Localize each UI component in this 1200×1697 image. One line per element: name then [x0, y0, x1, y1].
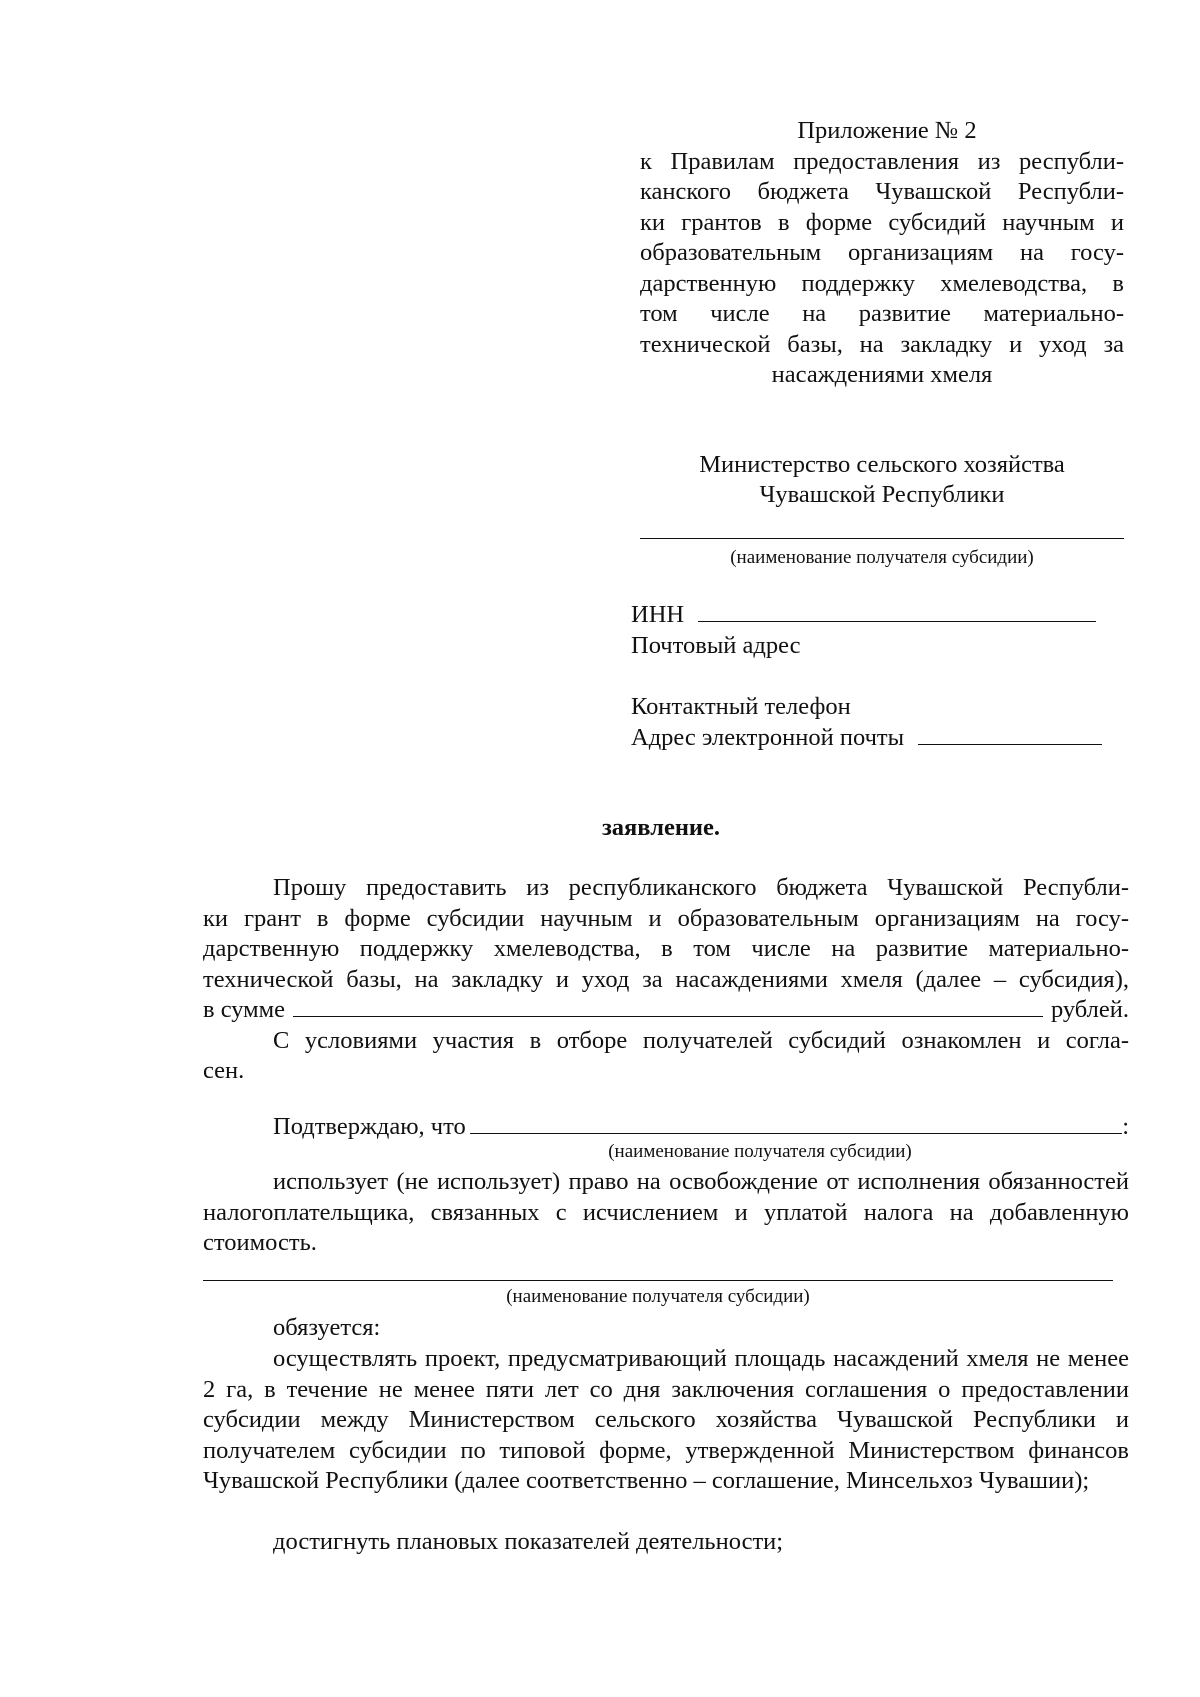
request-line: дарственную поддержку хмелеводства, в том числе на развитие материально-	[203, 935, 1129, 962]
sum-row	[203, 995, 1129, 1026]
addressee-line-1: Министерство сельского хозяйства	[699, 451, 1065, 478]
inn-field[interactable]	[698, 603, 1096, 622]
phone-label: Контактный телефон	[631, 693, 851, 720]
recipient-hint: (наименование получателя субсидии)	[730, 547, 1034, 568]
email-row	[631, 723, 1131, 753]
obligation-hint: (наименование получателя субсидии)	[506, 1286, 810, 1307]
addressee-block	[640, 450, 1124, 510]
conditions-line: С условиями участия в отборе получателей субсидий ознакомлен и согла-	[273, 1026, 1129, 1054]
appendix-header	[640, 116, 1124, 391]
appendix-line: ки грантов в форме субсидий научным и	[640, 208, 1124, 236]
confirm-hint: (наименование получателя субсидии)	[608, 1141, 912, 1162]
request-line: Прошу предоставить из республиканского бюджета Чувашской Республи-	[273, 874, 1129, 901]
request-paragraph	[203, 873, 1129, 1087]
appendix-line: дарственную поддержку хмелеводства, в	[640, 269, 1124, 297]
request-line: технической базы, на закладку и уход за насаждениями хмеля (далее – субсидия),	[203, 965, 1129, 993]
appendix-line: канского бюджета Чувашской Республи-	[640, 178, 1124, 205]
addressee-line-2: Чувашской Республики	[759, 481, 1005, 508]
conditions-line: сен.	[203, 1057, 245, 1084]
appendix-last-line: насаждениями хмеля	[771, 361, 993, 388]
appendix-number: Приложение № 2	[797, 117, 977, 144]
obligation-recipient-field[interactable]	[203, 1280, 1113, 1281]
inn-label: ИНН	[631, 601, 685, 628]
email-field[interactable]	[918, 726, 1102, 745]
inn-row	[631, 600, 1131, 630]
obligation-item-2: достигнуть плановых показателей деятельности;	[273, 1528, 784, 1555]
sum-prefix: в сумме	[203, 996, 286, 1023]
sum-field[interactable]	[293, 998, 1043, 1017]
postal-address-label: Почтовый адрес	[631, 632, 801, 659]
appendix-line: технической базы, на закладку и уход за	[640, 330, 1124, 358]
document-title: заявление.	[601, 814, 721, 841]
obligation-intro: обязуется:	[273, 1314, 381, 1341]
appendix-line: образовательным организациям на госу-	[640, 239, 1124, 266]
confirm-prefix: Подтверждаю, что	[273, 1113, 466, 1140]
vat-text: использует (не использует) право на освобождение от исполнения обязанностей налогоплательщика, связанных с исчислением и уплатой налога на добавленную стоимость.	[203, 1168, 1129, 1256]
recipient-name-field[interactable]	[640, 538, 1124, 539]
appendix-line: том числе на развитие материально-	[640, 300, 1124, 327]
confirm-suffix: :	[1122, 1113, 1129, 1140]
email-label: Адрес электронной почты	[631, 724, 905, 751]
request-line: ки грант в форме субсидии научным и образовательным организациям на госу-	[203, 904, 1129, 932]
obligation-item-1: осуществлять проект, предусматривающий площадь насаждений хмеля не менее 2 га, в течение не менее пяти лет со дня заключения соглашения о предоставлении субсидии между Министерством сельского хозяйства Чувашской Республики и получателем субсидии по типовой форме, утвержденной Министерством финансов Чувашской Республики (далее соответственно – соглашение, Минсельхоз Чувашии);	[203, 1345, 1129, 1494]
appendix-line: к Правилам предоставления из республи-	[640, 147, 1124, 175]
confirm-row	[203, 1112, 1129, 1143]
sum-suffix: рублей.	[1050, 996, 1129, 1023]
confirm-recipient-field[interactable]	[470, 1115, 1122, 1134]
